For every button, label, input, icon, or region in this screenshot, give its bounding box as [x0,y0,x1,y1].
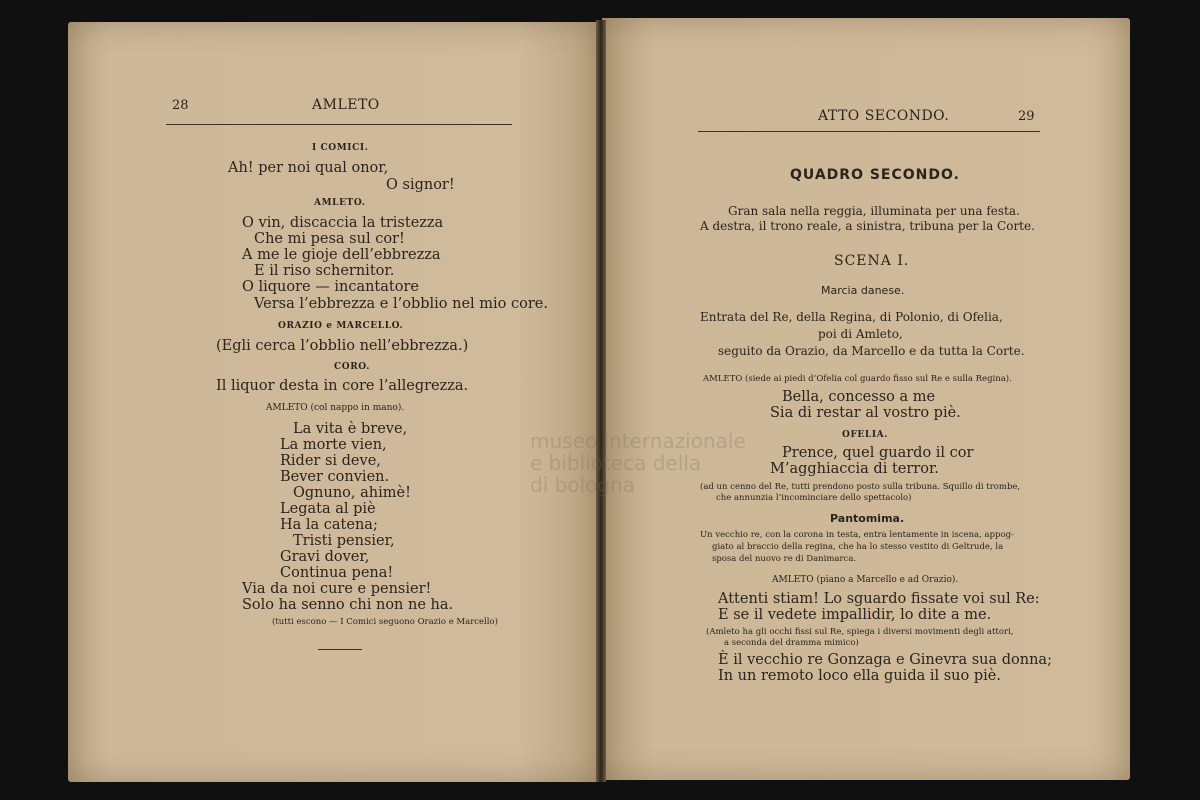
setting-line: A destra, il trono reale, a sinistra, tribuna per la Corte. [700,219,1035,233]
verse-line: Il liquor desta in core l’allegrezza. [216,378,469,394]
verse-line: Ognuno, ahimè! [293,485,411,501]
left-running-head: AMLETO [312,97,380,113]
speaker-comici: I COMICI. [312,143,369,153]
museum-watermark: museo internazionale e biblioteca della di bologna [530,429,746,497]
stage-direction: AMLETO (piano a Marcello e ad Orazio). [772,575,959,585]
entrata-line: seguito da Orazio, da Marcello e da tutta la Corte. [718,344,1025,358]
speaker-amleto-nappo: AMLETO (col nappo in mano). [266,403,405,413]
verse-line: Tristi pensier, [293,533,395,549]
setting-line: Gran sala nella reggia, illuminata per una festa. [728,204,1020,218]
verse-line: E se il vedete impallidir, lo dite a me. [718,607,992,623]
right-running-head: ATTO SECONDO. [818,108,950,124]
verse-line: O liquore — incantatore [242,279,419,295]
stage-direction: (Amleto ha gli occhi fissi sul Re, spiega i diversi movimenti degli attori, [706,627,1014,637]
speaker-ofelia: OFELIA. [842,430,888,440]
pantomima-title: Pantomima. [830,512,905,525]
verse-line: Rider si deve, [280,453,381,469]
verse-line: E il riso schernitor. [254,263,395,279]
verse-line: È il vecchio re Gonzaga e Ginevra sua donna; [718,652,1052,668]
verse-line: O vin, discaccia la tristezza [242,215,444,231]
verse-line: Versa l’ebbrezza e l’obblio nel mio core. [254,296,548,312]
speaker-orazio-marcello: ORAZIO e MARCELLO. [278,321,404,331]
stage-direction: a seconda del dramma mimico) [724,638,859,648]
entrata-line: Entrata del Re, della Regina, di Polonio, di Ofelia, [700,310,1003,324]
verse-line: La morte vien, [280,437,387,453]
verse-line: Sia di restar al vostro piè. [770,405,961,421]
stage-direction: (ad un cenno del Re, tutti prendono posto sulla tribuna. Squillo di trombe, [700,482,1021,492]
left-header-rule [166,124,512,125]
verse-line: Prence, quel guardo il cor [782,445,974,461]
quadro-title: QUADRO SECONDO. [790,167,960,183]
pantomima-text: sposa del nuovo re di Danimarca. [712,554,857,564]
verse-line: Attenti stiam! Lo sguardo fissate voi sul Re: [718,591,1040,607]
speaker-amleto: AMLETO. [314,198,366,208]
pantomima-text: giato al braccio della regina, che ha lo stesso vestito di Geltrude, la [712,542,1004,552]
verse-line: Ha la catena; [280,517,378,533]
marcia-line: Marcia danese. [821,284,905,297]
end-rule [318,649,362,650]
verse-line: Via da noi cure e pensier! [242,581,432,597]
verse-line: Che mi pesa sul cor! [254,231,405,247]
verse-line: In un remoto loco ella guida il suo piè. [718,668,1001,684]
book-gutter [596,20,606,782]
verse-line: Bella, concesso a me [782,389,936,405]
stage-direction: (tutti escono — I Comici seguono Orazio e Marcello) [272,617,498,627]
verse-line: Ah! per noi qual onor, [228,160,389,176]
verse-line: Legata al piè [280,501,376,517]
verse-line: O signor! [386,177,455,193]
stage-direction: che annunzia l’incominciare dello spettacolo) [716,493,912,503]
verse-line: A me le gioje dell’ebbrezza [242,247,441,263]
verse-line: Bever convien. [280,469,390,485]
scena-title: SCENA I. [834,253,910,269]
verse-line: (Egli cerca l’obblio nell’ebbrezza.) [216,338,469,354]
verse-line: Gravi dover, [280,549,370,565]
left-page [68,22,598,782]
right-header-rule [698,131,1040,132]
verse-line: Solo ha senno chi non ne ha. [242,597,454,613]
pantomima-text: Un vecchio re, con la corona in testa, entra lentamente in iscena, appog- [700,530,1014,540]
stage-direction: AMLETO (siede ai piedi d’Ofelia col guardo fisso sul Re e sulla Regina). [703,374,1012,384]
verse-line: La vita è breve, [293,421,408,437]
speaker-coro: CORO. [334,362,370,372]
verse-line: M’agghiaccia di terror. [770,461,939,477]
verse-line: Continua pena! [280,565,394,581]
entrata-line: poi di Amleto, [818,327,903,341]
right-page-number: 29 [1018,109,1035,124]
left-page-number: 28 [172,98,189,113]
